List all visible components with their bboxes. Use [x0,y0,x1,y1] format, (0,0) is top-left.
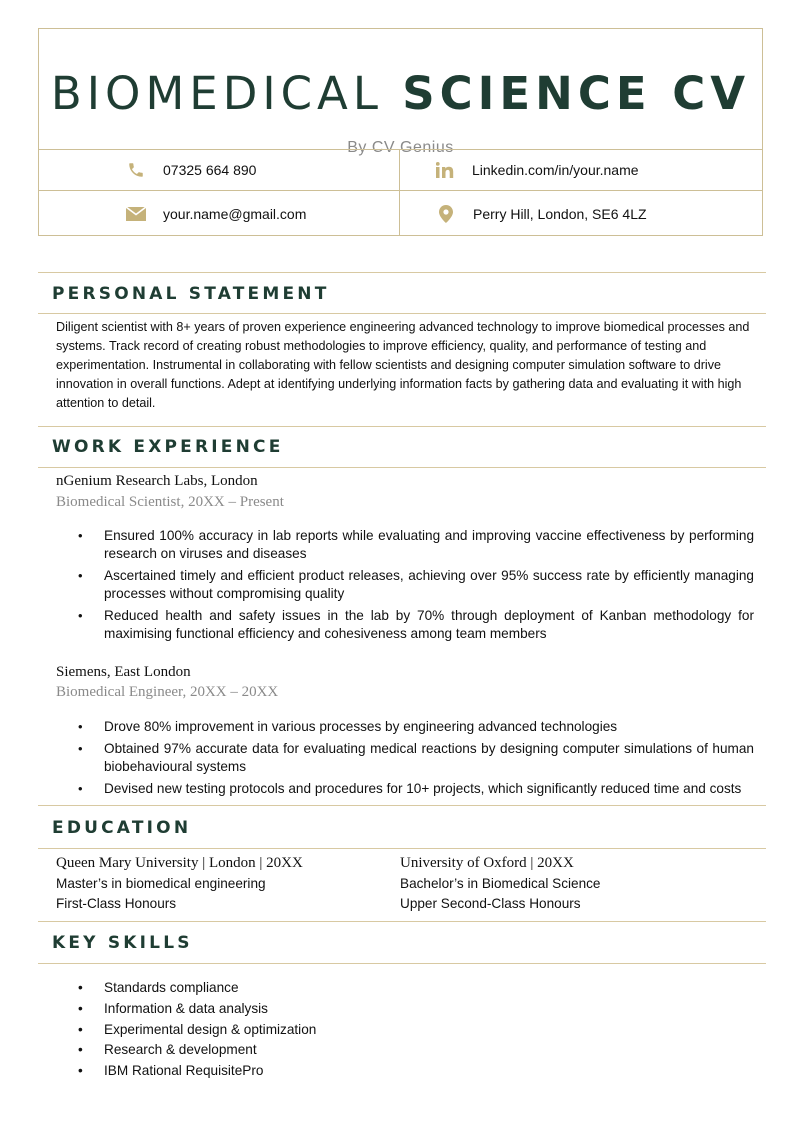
phone-text: 07325 664 890 [163,162,257,178]
contact-phone [39,150,400,190]
byline: By CV Genius [347,139,454,156]
list-item: • Research & development [78,1040,316,1061]
job-bullets [78,718,754,802]
divider [38,426,766,427]
job-bullets [78,527,754,647]
education-grade: First-Class Honours [56,896,177,911]
section-title-key-skills: KEY SKILLS [52,933,193,953]
section-title-education: EDUCATION [52,818,192,838]
education-degree: Master’s in biomedical engineering [56,875,266,891]
list-item: • Information & data analysis [78,999,316,1020]
list-item: • Standards compliance [78,978,316,999]
education-entry [400,853,601,915]
email-link[interactable]: your.name@gmail.com [163,205,307,222]
list-item: • Drove 80% improvement in various processes by engineering advanced technologies [78,718,754,736]
contact-email [39,191,400,236]
contact-location [400,191,763,236]
list-item: • Devised new testing protocols and procedures for 10+ projects, which significantly reduced time and costs [78,780,754,798]
header-box [38,28,763,236]
linkedin-icon [434,159,456,181]
list-item: • Ascertained timely and efficient product releases, achieving over 95% success rate by efficiently managing processes without compromising quality [78,567,754,603]
divider [38,467,766,468]
contact-row-1 [39,149,762,190]
title-light: BIOMEDICAL [50,67,383,120]
education-degree: Bachelor’s in Biomedical Science [400,875,601,891]
job-role: Biomedical Scientist, 20XX – Present [56,494,284,510]
list-item: • Reduced health and safety issues in the lab by 70% through deployment of Kanban methodology for maximising functional efficiency and cohesiveness among team members [78,607,754,643]
education-institution: Queen Mary University | London | 20XX [56,855,303,871]
linkedin-link[interactable]: Linkedin.com/in/your.name [472,162,639,178]
divider [38,848,766,849]
list-item: • IBM Rational RequisitePro [78,1061,316,1082]
personal-statement-text: Diligent scientist with 8+ years of proven experience engineering advanced technology to improve biomedical processes and systems. Track record of creating robust methodologies to improve efficiency, quality, and performance of testing and experimentation. Instrumental in collaborating with fellow scientists and designing computer simulation software to drive innovation in overall functions. Adept at identifying underlying information facts by gathering data and evaluating it with high attention to detail. [56,320,750,410]
job-role: Biomedical Engineer, 20XX – 20XX [56,684,279,700]
education-institution: University of Oxford | 20XX [400,855,574,871]
page-title [39,67,762,120]
location-text: Perry Hill, London, SE6 4LZ [473,205,647,222]
section-title-personal-statement: PERSONAL STATEMENT [52,284,330,304]
divider [38,805,766,806]
job-company: nGenium Research Labs, London [56,473,258,489]
skills-list [78,978,316,1082]
education-entry [56,853,303,915]
list-item: • Experimental design & optimization [78,1020,316,1041]
list-item: • Obtained 97% accurate data for evaluating medical reactions by designing computer simulations of human biobehavioural systems [78,740,754,776]
contact-row-2 [39,190,762,236]
contact-linkedin [400,150,763,190]
education-grade: Upper Second-Class Honours [400,896,581,911]
location-pin-icon [435,203,457,225]
divider [38,272,766,273]
section-title-work-experience: WORK EXPERIENCE [52,437,284,457]
list-item: • Ensured 100% accuracy in lab reports while evaluating and improving vaccine effectiveness by performing research on viruses and diseases [78,527,754,563]
title-bold: SCIENCE CV [402,67,751,120]
divider [38,963,766,964]
divider [38,921,766,922]
divider [38,313,766,314]
phone-icon [125,159,147,181]
envelope-icon [125,203,147,225]
job-company: Siemens, East London [56,664,191,680]
